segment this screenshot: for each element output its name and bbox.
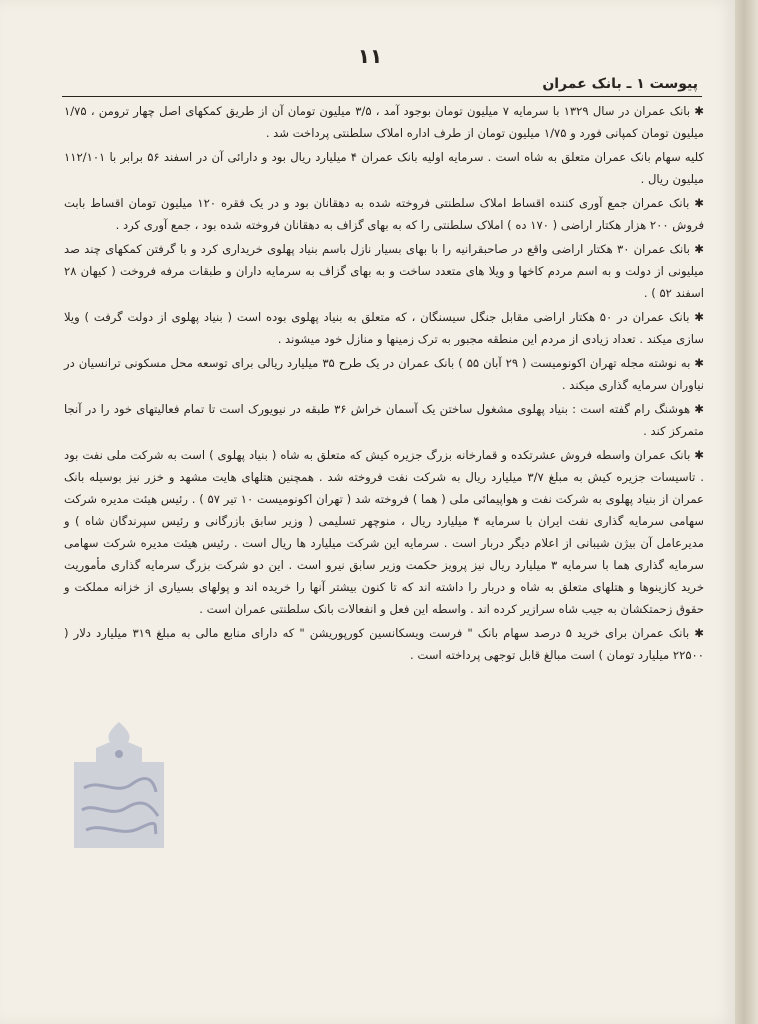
paragraph: ✱ بانک عمران جمع آوری کننده اقساط املاک سلطنتی فروخته شده به دهقانان بود و در یک فقره ۱۲۰ میلیون تومان اقساط بابت فروش ۲۰۰ هزار هکتار اراضی ( ۱۷۰ ده ) املاک سلطنتی را که به بهای گزاف به دهقانان فروخته شده بود ، جمع آوری کرد . — [64, 192, 704, 236]
book-spine-edge — [735, 0, 758, 1024]
body-text — [64, 100, 704, 668]
page-number: ۱۱ — [357, 44, 383, 68]
paragraph: ✱ به نوشته مجله تهران اکونومیست ( ۲۹ آبان ۵۵ ) بانک عمران در یک طرح ۳۵ میلیارد ریالی برای توسعه محل مسکونی ترانسیان در نیاوران سرمایه گذاری میکند . — [64, 352, 704, 396]
page-header-title: پیوست ۱ ـ بانک عمران — [542, 76, 698, 92]
paragraph: ✱ بانک عمران واسطه فروش عشرتکده و قمارخانه بزرگ جزیره کیش که متعلق به شاه ( بنیاد پهلوی ) است به شرکت ملی نفت بود . تاسیسات جزیره کیش به مبلغ ۳/۷ میلیارد ریال به شرکت نفت فروخته شد . همچنین هتلهای هایت مشهد و خزر نیز بوسیله بانک عمران از بنیاد پهلوی به شرکت نفت و هواپیمائی ملی ( هما ) فروخته شد ( تهران اکونومیست ۱۰ تیر ۵۷ ) . رئیس هیئت مدیره شرکت سهامی سرمایه گذاری نفت ایران با سرمایه ۴ میلیارد ریال ، منوچهر تسلیمی ( وزیر سابق بازرگانی و رئیس سپرندگان شاه ) و مدیرعامل آن بیژن شیبانی از اعلام دیگر دربار است . سرمایه این شرکت میلیارد ها ریال است . رئیس هیئت مدیره شرکت سهامی سرمایه گذاری هما با سرمایه ۳ میلیارد ریال نیز پرویز حکمت وزیر سابق نیرو است . این دو شرکت بزرگ سرمایه گذاری مأموریت خرید کازینوها و هتلهای متعلق به شاه و دربار را داشته اند که تا کنون بیشتر آنها را خریده اند و پولهای بسیاری از خزانه مملکت و حقوق زحمتکشان به جیب شاه سرازیر کرده اند . واسطه این فعل و انفعالات بانک سلطنتی عمران است . — [64, 444, 704, 620]
stamp-dot — [115, 750, 123, 758]
paragraph: ✱ بانک عمران در سال ۱۳۲۹ با سرمایه ۷ میلیون تومان بوجود آمد ، ۳/۵ میلیون تومان آن از طریق کمکهای اصل چهار ترومن ، ۱/۷۵ میلیون تومان کمپانی فورد و ۱/۷۵ میلیون تومان از طرف اداره املاک سلطنتی پرداخت شد . — [64, 100, 704, 144]
paragraph: کلیه سهام بانک عمران متعلق به شاه است . سرمایه اولیه بانک عمران ۴ میلیارد ریال بود و دارائی آن در اسفند ۵۶ برابر با ۱۱۲/۱۰۱ میلیون ریال . — [64, 150, 704, 186]
paragraph: ✱ هوشنگ رام گفته است : بنیاد پهلوی مشغول ساختن یک آسمان خراش ۳۶ طبقه در نیویورک است تا تمام فعالیتهای خود را در آنجا متمرکز کند . — [64, 398, 704, 442]
header-rule — [62, 96, 702, 97]
paragraph: ✱ بانک عمران ۳۰ هکتار اراضی واقع در صاحبقرانیه را با بهای بسیار نازل باسم بنیاد پهلوی خریداری کرد و با گرفتن کمکهای چند صد میلیونی از دولت و به اسم مردم کاخها و ویلا های متعدد ساخت و به بهای گزاف به سرمایه داران و طبقات مرفه فروخت ( کیهان ۲۸ اسفند ۵۲ ) . — [64, 238, 704, 304]
paragraph: ✱ بانک عمران برای خرید ۵ درصد سهام بانک " فرست ویسکانسین کورپوریشن " که دارای منابع مالی به مبلغ ۳۱۹ میلیارد دلار ( ۲۲۵۰۰ میلیارد تومان ) است مبالغ قابل توجهی پرداخته است . — [64, 622, 704, 666]
paragraph: ✱ بانک عمران در ۵۰ هکتار اراضی مقابل جنگل سیسنگان ، که متعلق به بنیاد پهلوی بوده است ( بنیاد پهلوی از دولت گرفت ) ویلا سازی میکند . تعداد زیادی از مردم این منطقه مجبور به ترک زمینها و منازل خود میشوند . — [64, 306, 704, 350]
library-stamp-logo — [70, 718, 168, 852]
